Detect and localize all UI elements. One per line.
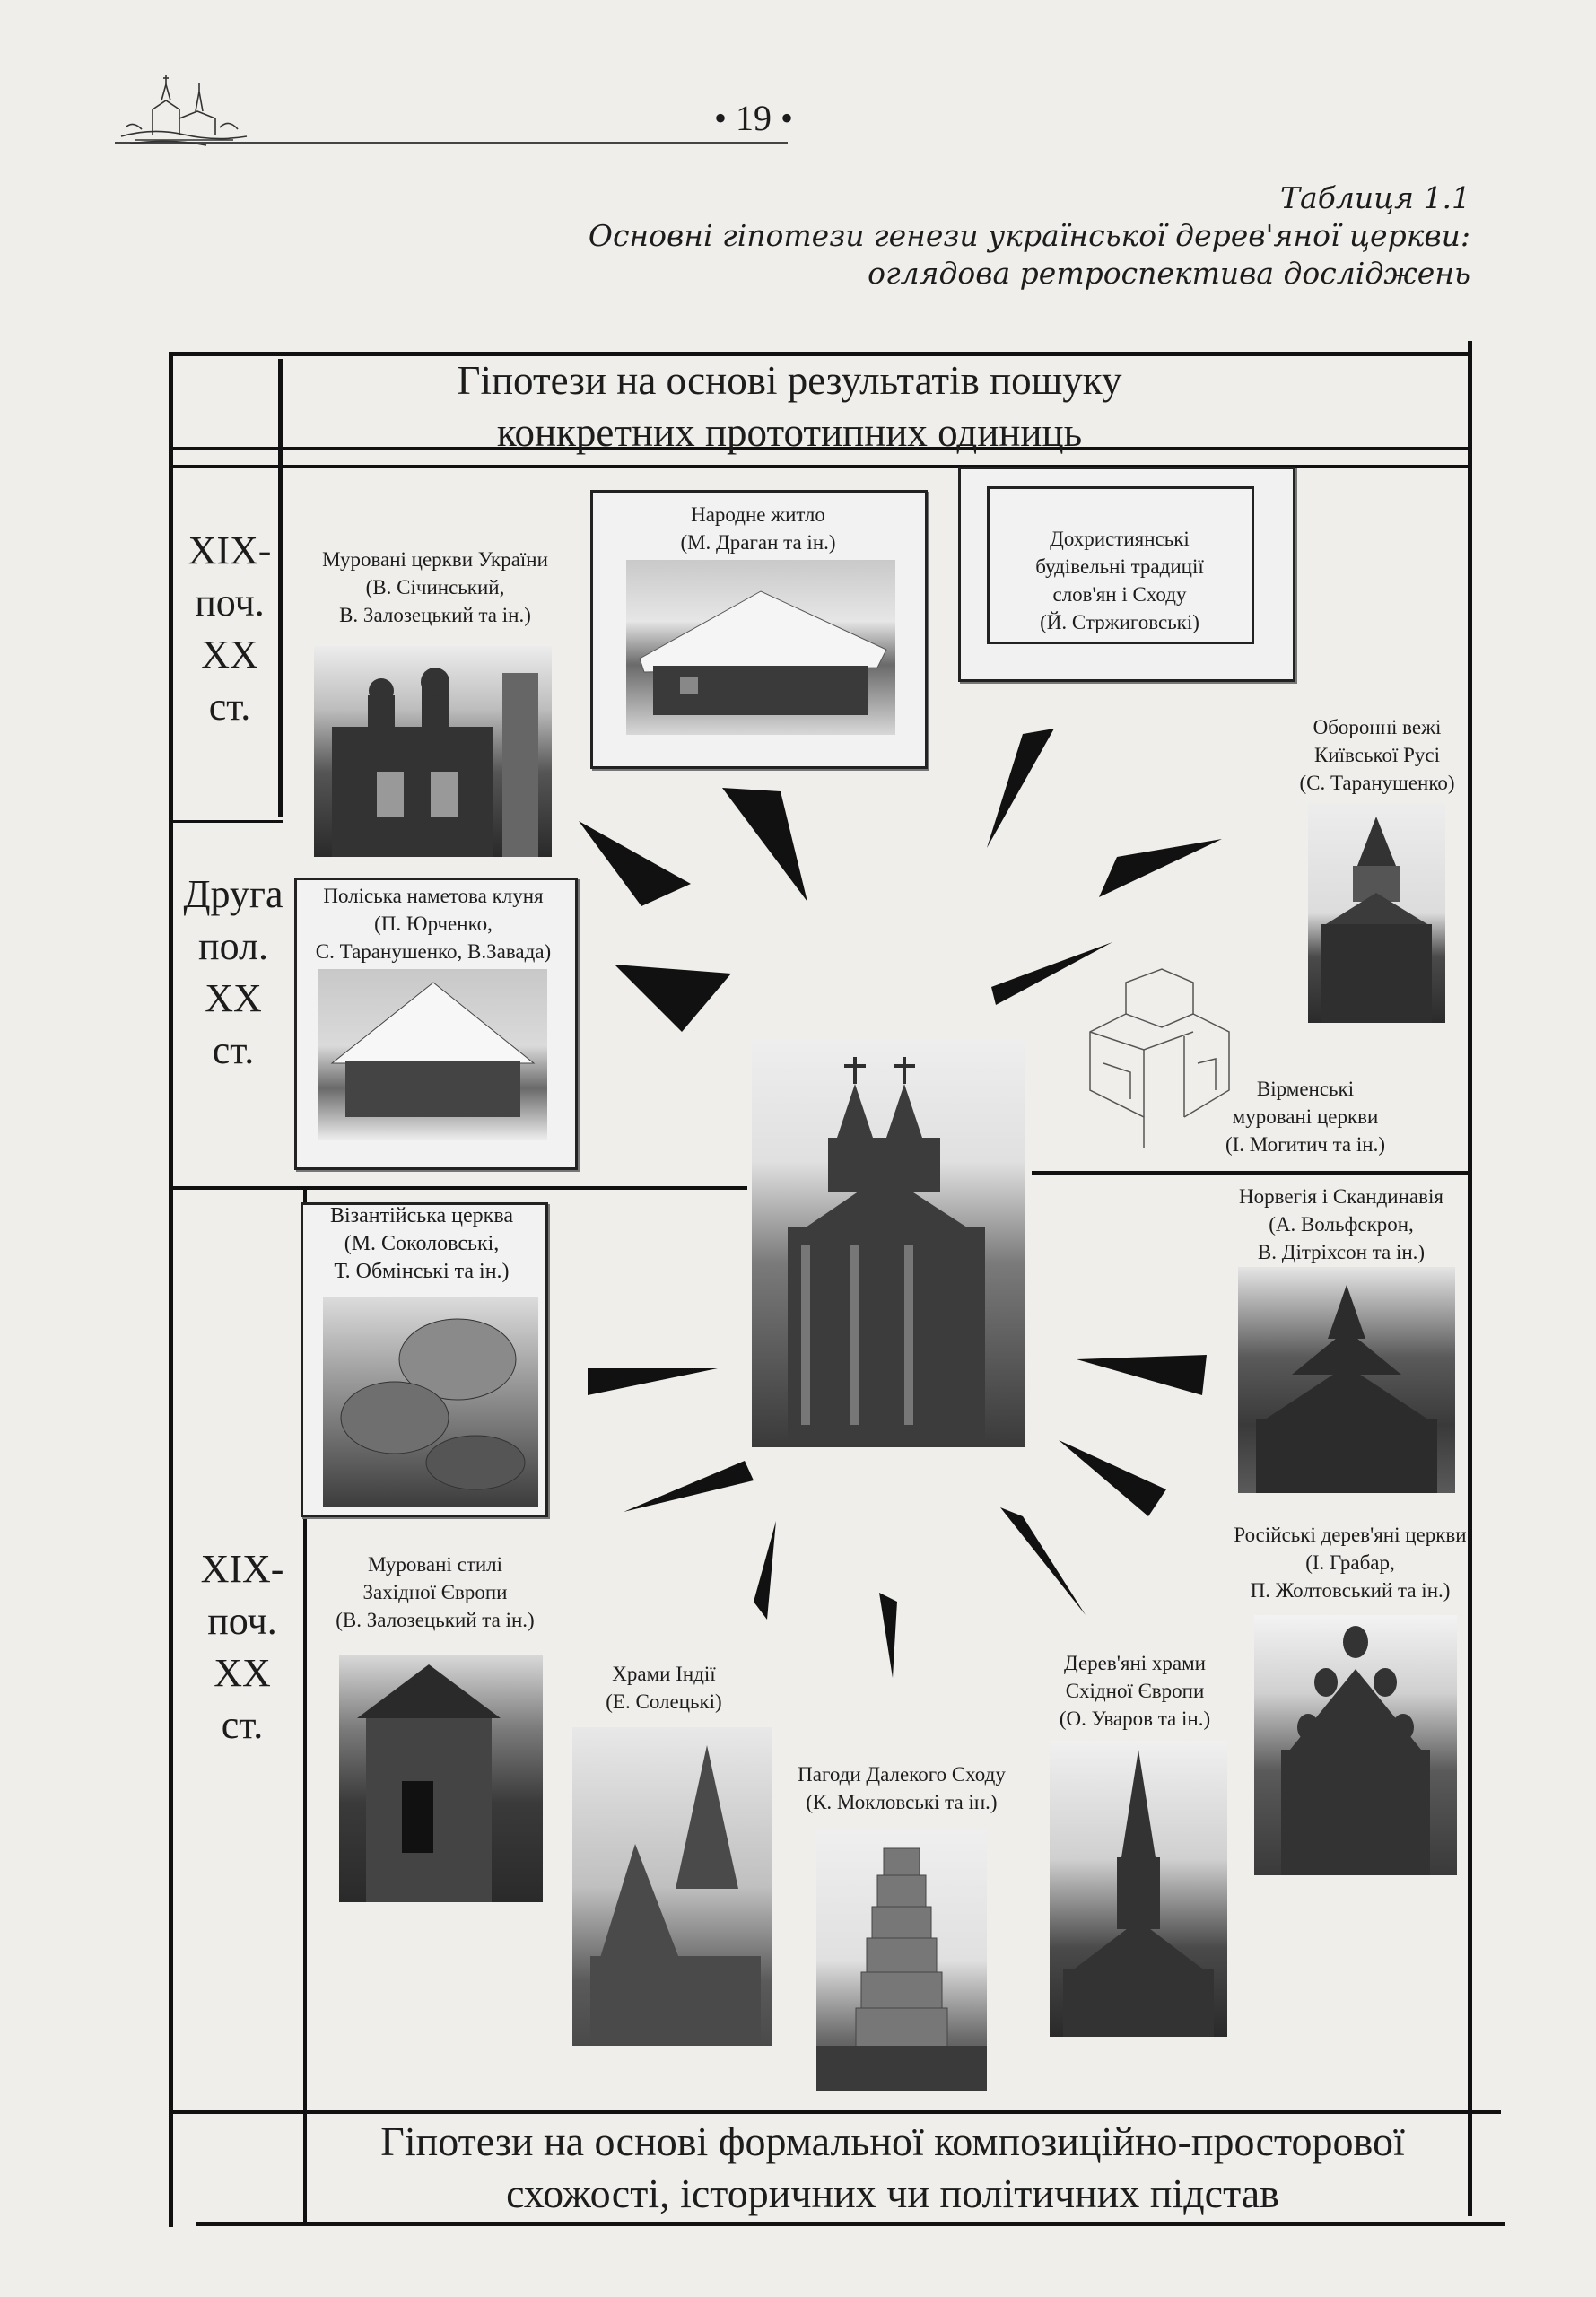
label-line: муровані церкви [1232, 1105, 1379, 1128]
church-icon [314, 646, 552, 857]
label-russian [1202, 1521, 1498, 1604]
label-line: (І. Грабар, [1305, 1551, 1395, 1574]
photo-folk-dwelling [626, 560, 895, 735]
label-norway [1207, 1183, 1476, 1266]
table-title-line2: оглядова ретроспектива досліджень [868, 256, 1470, 291]
period-text: ст. [212, 1028, 255, 1072]
label-line: Дохристиянські [1050, 528, 1190, 550]
label-line: П. Жолтовський та ін.) [1250, 1579, 1451, 1602]
period-text: Друга [183, 872, 283, 916]
ray [879, 1593, 897, 1678]
label-line: Вірменські [1256, 1078, 1355, 1100]
label-line: С. Таранушенко, В.Завада) [315, 940, 552, 963]
period-text: ст. [221, 1703, 264, 1747]
photo-western-europe [339, 1655, 543, 1902]
label-line: Поліська наметова клуня [323, 885, 544, 907]
ray [624, 1461, 754, 1512]
ray [1077, 1355, 1207, 1395]
ray [722, 788, 807, 902]
tower-icon [1308, 803, 1445, 1023]
period-text: поч. [207, 1599, 277, 1643]
label-armenian [1202, 1075, 1408, 1158]
ray [754, 1521, 776, 1620]
label-prechristian [990, 525, 1250, 636]
gothic-building-icon [339, 1655, 543, 1902]
table-title-line1: Основні гіпотези генези української дерев'яної церкви: [588, 218, 1470, 253]
label-line: Народне житло [691, 503, 825, 526]
label-line: Храми Індії [612, 1663, 716, 1685]
photo-stave-church [1238, 1267, 1455, 1493]
top-header-line1: Гіпотези на основі результатів пошуку [457, 358, 1122, 403]
label-line: (Е. Солецькі) [606, 1690, 722, 1713]
period-text: ст. [208, 685, 251, 729]
period-text: XX [214, 1651, 271, 1695]
label-line: (Й. Стржиговські) [1040, 611, 1199, 633]
photo-pagoda [816, 1830, 987, 2091]
label-india [574, 1660, 754, 1716]
dome-icon [323, 1297, 538, 1507]
temple-icon [572, 1727, 772, 2046]
photo-central-wooden-church [752, 1039, 1025, 1447]
period-text: XX [201, 633, 258, 677]
period-text: пол. [198, 924, 268, 968]
onion-domes-icon [1254, 1615, 1457, 1875]
label-line: Дерев'яні храми [1064, 1652, 1206, 1674]
label-line: Російські дерев'яні церкви [1234, 1524, 1467, 1546]
wooden-church-icon [752, 1039, 1025, 1447]
label-line: Муровані церкви України [322, 548, 548, 571]
label-line: Східної Європи [1065, 1680, 1205, 1702]
bottom-header-line2: схожості, історичних чи політичних підстав [506, 2170, 1279, 2216]
top-header-line2: конкретних прототипних одиниць [496, 410, 1083, 455]
label-byzantine [301, 1202, 543, 1286]
label-western-europe [305, 1550, 565, 1634]
stave-church-icon [1238, 1267, 1455, 1493]
period-text: XIX- [188, 528, 272, 572]
label-far-east [772, 1760, 1032, 1816]
photo-polesie-barn [318, 969, 547, 1140]
period-text: поч. [195, 581, 265, 624]
label-line: (А. Вольфскрон, [1269, 1213, 1414, 1236]
ray [615, 965, 731, 1032]
label-line: Муровані стилі [367, 1553, 503, 1576]
label-line: (І. Могитич та ін.) [1225, 1133, 1385, 1156]
spire-church-icon [1050, 1741, 1227, 2037]
period-text: XIX- [200, 1547, 284, 1591]
ray [588, 1368, 718, 1395]
label-line: (П. Юрченко, [374, 913, 493, 935]
label-defensive-towers [1265, 713, 1489, 797]
ray [1000, 1507, 1086, 1615]
label-folk-dwelling [592, 501, 924, 556]
bottom-header-line1: Гіпотези на основі формальної композиційно-просторової [380, 2118, 1405, 2164]
photo-india-temple [572, 1727, 772, 2046]
label-line: будівельні традиції [1035, 555, 1204, 578]
label-line: (О. Уваров та ін.) [1059, 1707, 1211, 1730]
barn-icon [318, 969, 547, 1140]
photo-byzantine-church [323, 1297, 538, 1507]
ray [987, 729, 1054, 848]
label-line: Візантійська церква [329, 1204, 514, 1227]
ray [579, 821, 691, 906]
label-polesie-barn [294, 882, 572, 965]
photo-russian-wooden-church [1254, 1615, 1457, 1875]
label-line: Норвегія і Скандинавія [1239, 1185, 1443, 1208]
label-eastern-europe [1018, 1649, 1252, 1733]
label-line: слов'ян і Сходу [1052, 583, 1187, 606]
label-line: (В. Січинський, [365, 576, 505, 598]
hut-icon [626, 560, 895, 735]
label-line: (С. Таранушенко) [1299, 772, 1455, 794]
period-text: XX [205, 976, 262, 1020]
label-masonry-ukraine [292, 546, 579, 629]
ray [1059, 1440, 1166, 1516]
ray [1099, 839, 1222, 897]
label-line: Оборонні вежі [1313, 716, 1442, 738]
pagoda-icon [816, 1830, 987, 2091]
photo-masonry-church-ukraine [314, 646, 552, 857]
table-number: Таблиця 1.1 [1280, 180, 1470, 215]
label-line: Київської Русі [1314, 744, 1440, 766]
label-line: Т. Обмінські та ін.) [334, 1260, 510, 1283]
label-line: (К. Мокловські та ін.) [806, 1791, 998, 1813]
label-line: Пагоди Далекого Сходу [798, 1763, 1006, 1786]
label-line: (В. Залозецький та ін.) [336, 1609, 535, 1631]
photo-defensive-tower [1308, 803, 1445, 1023]
label-line: (М. Соколовські, [344, 1232, 500, 1255]
label-line: В. Дітріхсон та ін.) [1257, 1241, 1426, 1263]
photo-eastern-europe-wooden [1050, 1741, 1227, 2037]
label-line: (М. Драган та ін.) [680, 531, 836, 554]
label-line: Західної Європи [362, 1581, 508, 1603]
label-line: В. Залозецький та ін.) [339, 604, 531, 626]
page-number: • 19 • [713, 98, 793, 138]
